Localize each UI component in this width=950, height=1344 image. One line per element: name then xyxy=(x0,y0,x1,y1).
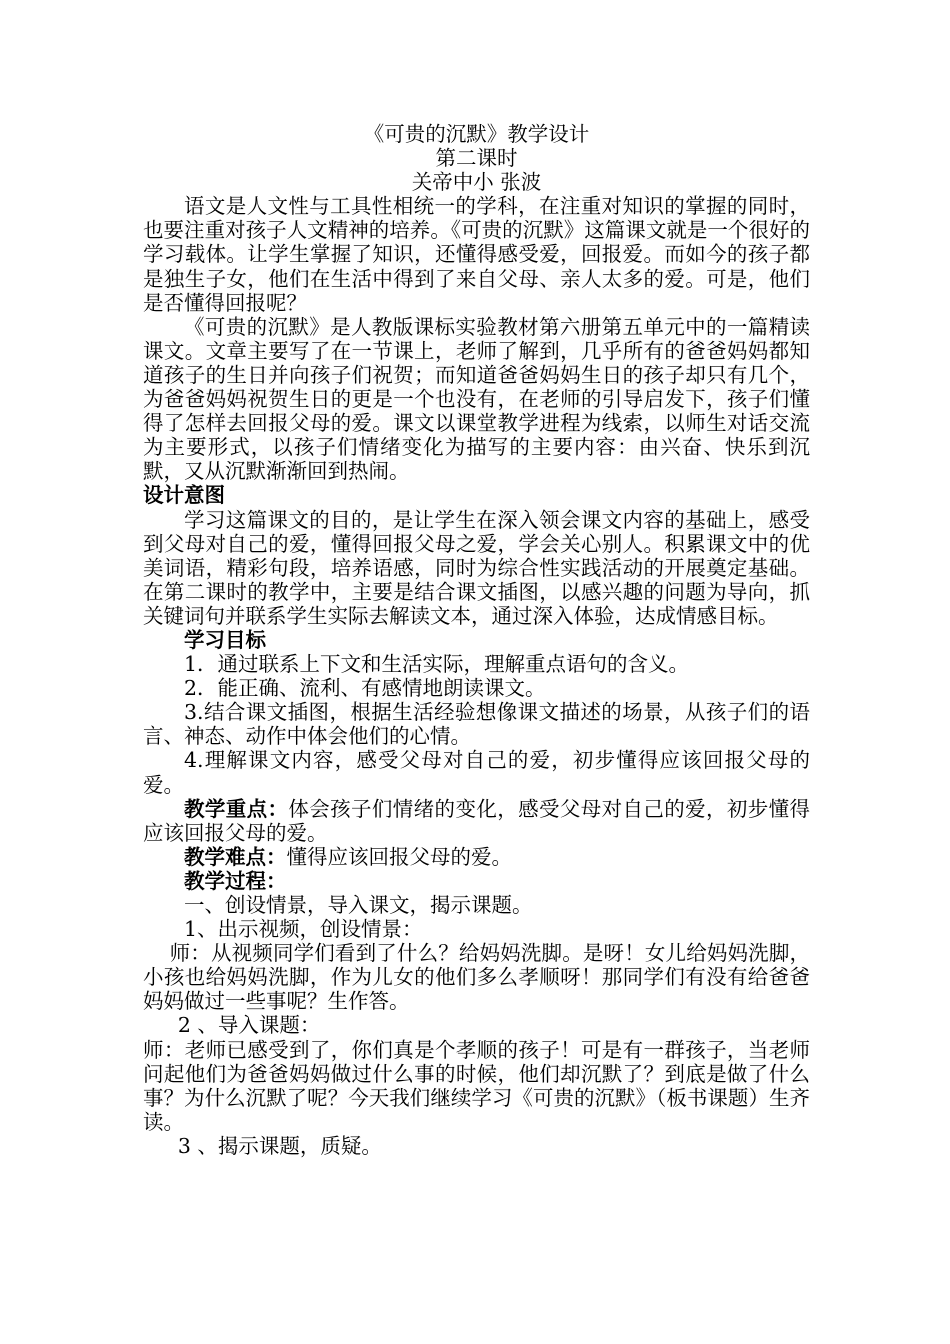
process-step-1-2: 2 、导入课题： xyxy=(177,1013,321,1038)
goal-item-2: 2．能正确、流利、有感情地朗读课文。 xyxy=(184,676,546,701)
difficulty-label: 教学难点： xyxy=(184,844,287,869)
design-intent-text: 学习这篇课文的目的，是让学生在深入领会课文内容的基础上，感受到父母对自己的爱，懂得回报父母之爱，学会关心别人。积累课文中的优美词语，精彩句段，培养语感，同时为综合性实践活动的开展奠定基础。在第二课时的教学中，主要是结合课文插图，以感兴趣的问题为导向，抓关键词句并联系学生实际去解读文本，通过深入体验，达成情感目标。 xyxy=(143,507,810,628)
intro-paragraph-1: 语文是人文性与工具性相统一的学科，在注重对知识的掌握的同时，也要注重对孩子人文精神的培养。《可贵的沉默》这篇课文就是一个很好的学习载体。让学生掌握了知识，还懂得感受爱，回报爱。而如今的孩子都是独生子女，他们在生活中得到了来自父母、亲人太多的爱。可是，他们是否懂得回报呢？ xyxy=(143,194,810,315)
teacher-dialogue-2: 师：老师已感受到了，你们真是个孝顺的孩子！可是有一群孩子，当老师问起他们为爸爸妈妈做过什么事的时候，他们却沉默了？到底是做了什么事？为什么沉默了呢？今天我们继续学习《可贵的沉默》（板书课题）生齐读。 xyxy=(143,1037,810,1134)
title-block xyxy=(143,122,810,194)
key-point-label: 教学重点： xyxy=(184,796,289,821)
teacher-dialogue-1: 师：从视频同学们看到了什么？给妈妈洗脚。是呀！女儿给妈妈洗脚，小孩也给妈妈洗脚，作为儿女的他们多么孝顺呀！那同学们有没有给爸爸妈妈做过一些事呢？生作答。 xyxy=(143,941,810,1014)
intro-paragraph-2: 《可贵的沉默》是人教版课标实验教材第六册第五单元中的一篇精读课文。文章主要写了在一节课上，老师了解到，几乎所有的爸爸妈妈都知道孩子的生日并向孩子们祝贺；而知道爸爸妈妈生日的孩子却只有几个，为爸爸妈妈祝贺生日的更是一个也没有，在老师的引导启发下，孩子们懂得了怎样去回报父母的爱。课文以课堂教学进程为线索，以师生对话交流为主要形式，以孩子们情绪变化为描写的主要内容：由兴奋、快乐到沉默，又从沉默渐渐回到热闹。 xyxy=(143,314,810,484)
design-intent-heading: 设计意图 xyxy=(143,483,225,508)
difficulty-paragraph xyxy=(143,845,810,869)
difficulty-text: 懂得应该回报父母的爱。 xyxy=(286,844,512,869)
process-step-1-3: 3 、揭示课题，质疑。 xyxy=(177,1133,382,1158)
goals-heading: 学习目标 xyxy=(184,627,266,652)
document-author: 关帝中小 张波 xyxy=(411,170,542,195)
process-heading: 教学过程： xyxy=(184,868,287,893)
document-page xyxy=(143,122,810,1158)
goal-item-1: 1．通过联系上下文和生活实际，理解重点语句的含义。 xyxy=(184,652,690,677)
key-point-paragraph xyxy=(143,797,810,845)
process-step-1-1: 1、出示视频，创设情景： xyxy=(184,917,423,942)
document-subtitle: 第二课时 xyxy=(435,146,518,171)
goal-item-3: 3.结合课文插图，根据生活经验想像课文描述的场景，从孩子们的语言、神态、动作中体会他们的心情。 xyxy=(143,700,810,749)
goal-item-4: 4.理解课文内容，感受父母对自己的爱，初步懂得应该回报父母的爱。 xyxy=(143,748,810,797)
key-point-text: 体会孩子们情绪的变化，感受父母对自己的爱，初步懂得应该回报父母的爱。 xyxy=(143,796,811,845)
process-step-1: 一、创设情景，导入课文，揭示课题。 xyxy=(184,893,533,917)
document-title: 《可贵的沉默》教学设计 xyxy=(363,122,590,146)
